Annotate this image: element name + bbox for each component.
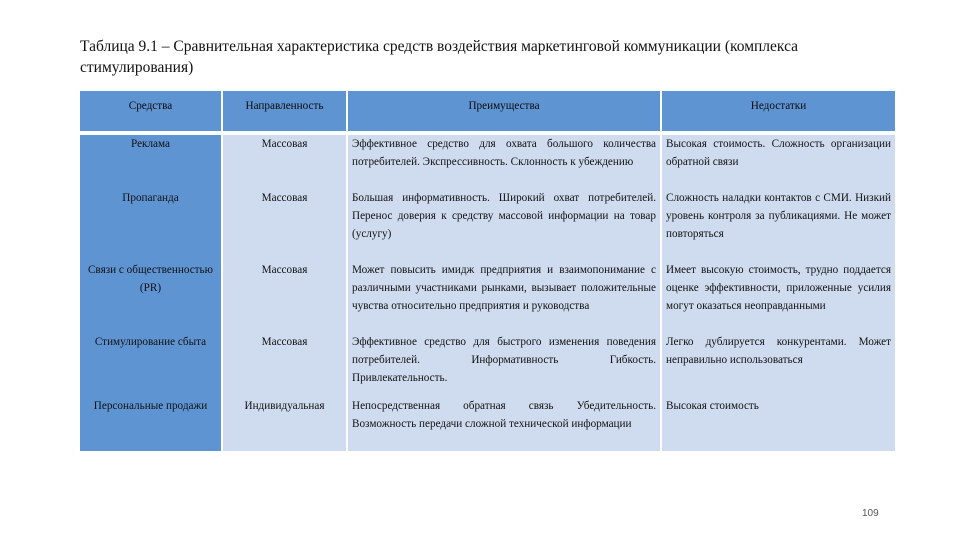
- cell-advantages: Может повысить имидж предприятия и взаимопонимание с различными участниками рынками, вызывает положительные чувства относительно предприятия и руководства: [347, 261, 661, 333]
- table-caption: Таблица 9.1 – Сравнительная характеристика средств воздействия маркетинговой коммуникации (комплекса стимулирования): [80, 38, 799, 76]
- cell-disadvantages: Сложность наладки контактов с СМИ. Низкий уровень контроля за публикациями. Не может повторяться: [661, 189, 895, 261]
- table-row: [80, 397, 895, 451]
- header-advantages: Преимущества: [347, 91, 661, 131]
- cell-advantages: Большая информативность. Широкий охват потребителей. Перенос доверия к средству массовой информации на товар (услугу): [347, 189, 661, 261]
- cell-advantages: Эффективное средство для охвата большого количества потребителей. Экспрессивность. Склонность к убеждению: [347, 135, 661, 189]
- page-number: 109: [862, 508, 879, 519]
- cell-advantages: Эффективное средство для быстрого изменения поведения потребителей. Информативность Гибкость. Привлекательность.: [347, 333, 661, 397]
- table-header-row: [80, 91, 895, 131]
- table-row: [80, 189, 895, 261]
- comparison-table: [80, 91, 895, 451]
- cell-tool: Связи с общественностью (PR): [80, 261, 222, 333]
- cell-direction: Массовая: [222, 135, 347, 189]
- cell-disadvantages: Высокая стоимость: [661, 397, 895, 451]
- cell-tool: Пропаганда: [80, 189, 222, 261]
- cell-tool: Персональные продажи: [80, 397, 222, 451]
- table-row: [80, 135, 895, 189]
- cell-advantages: Непосредственная обратная связь Убедительность. Возможность передачи сложной технической информации: [347, 397, 661, 451]
- cell-direction: Индивидуальная: [222, 397, 347, 451]
- header-direction: Направленность: [222, 91, 347, 131]
- header-disadvantages: Недостатки: [661, 91, 895, 131]
- cell-tool: Реклама: [80, 135, 222, 189]
- table-row: [80, 333, 895, 397]
- cell-tool: Стимулирование сбыта: [80, 333, 222, 397]
- header-tools: Средства: [80, 91, 222, 131]
- table-row: [80, 261, 895, 333]
- cell-direction: Массовая: [222, 333, 347, 397]
- cell-disadvantages: Имеет высокую стоимость, трудно поддается оценке эффективности, приложенные усилия могут оказаться неоправданными: [661, 261, 895, 333]
- cell-direction: Массовая: [222, 189, 347, 261]
- cell-disadvantages: Легко дублируется конкурентами. Может неправильно использоваться: [661, 333, 895, 397]
- cell-disadvantages: Высокая стоимость. Сложность организации обратной связи: [661, 135, 895, 189]
- cell-direction: Массовая: [222, 261, 347, 333]
